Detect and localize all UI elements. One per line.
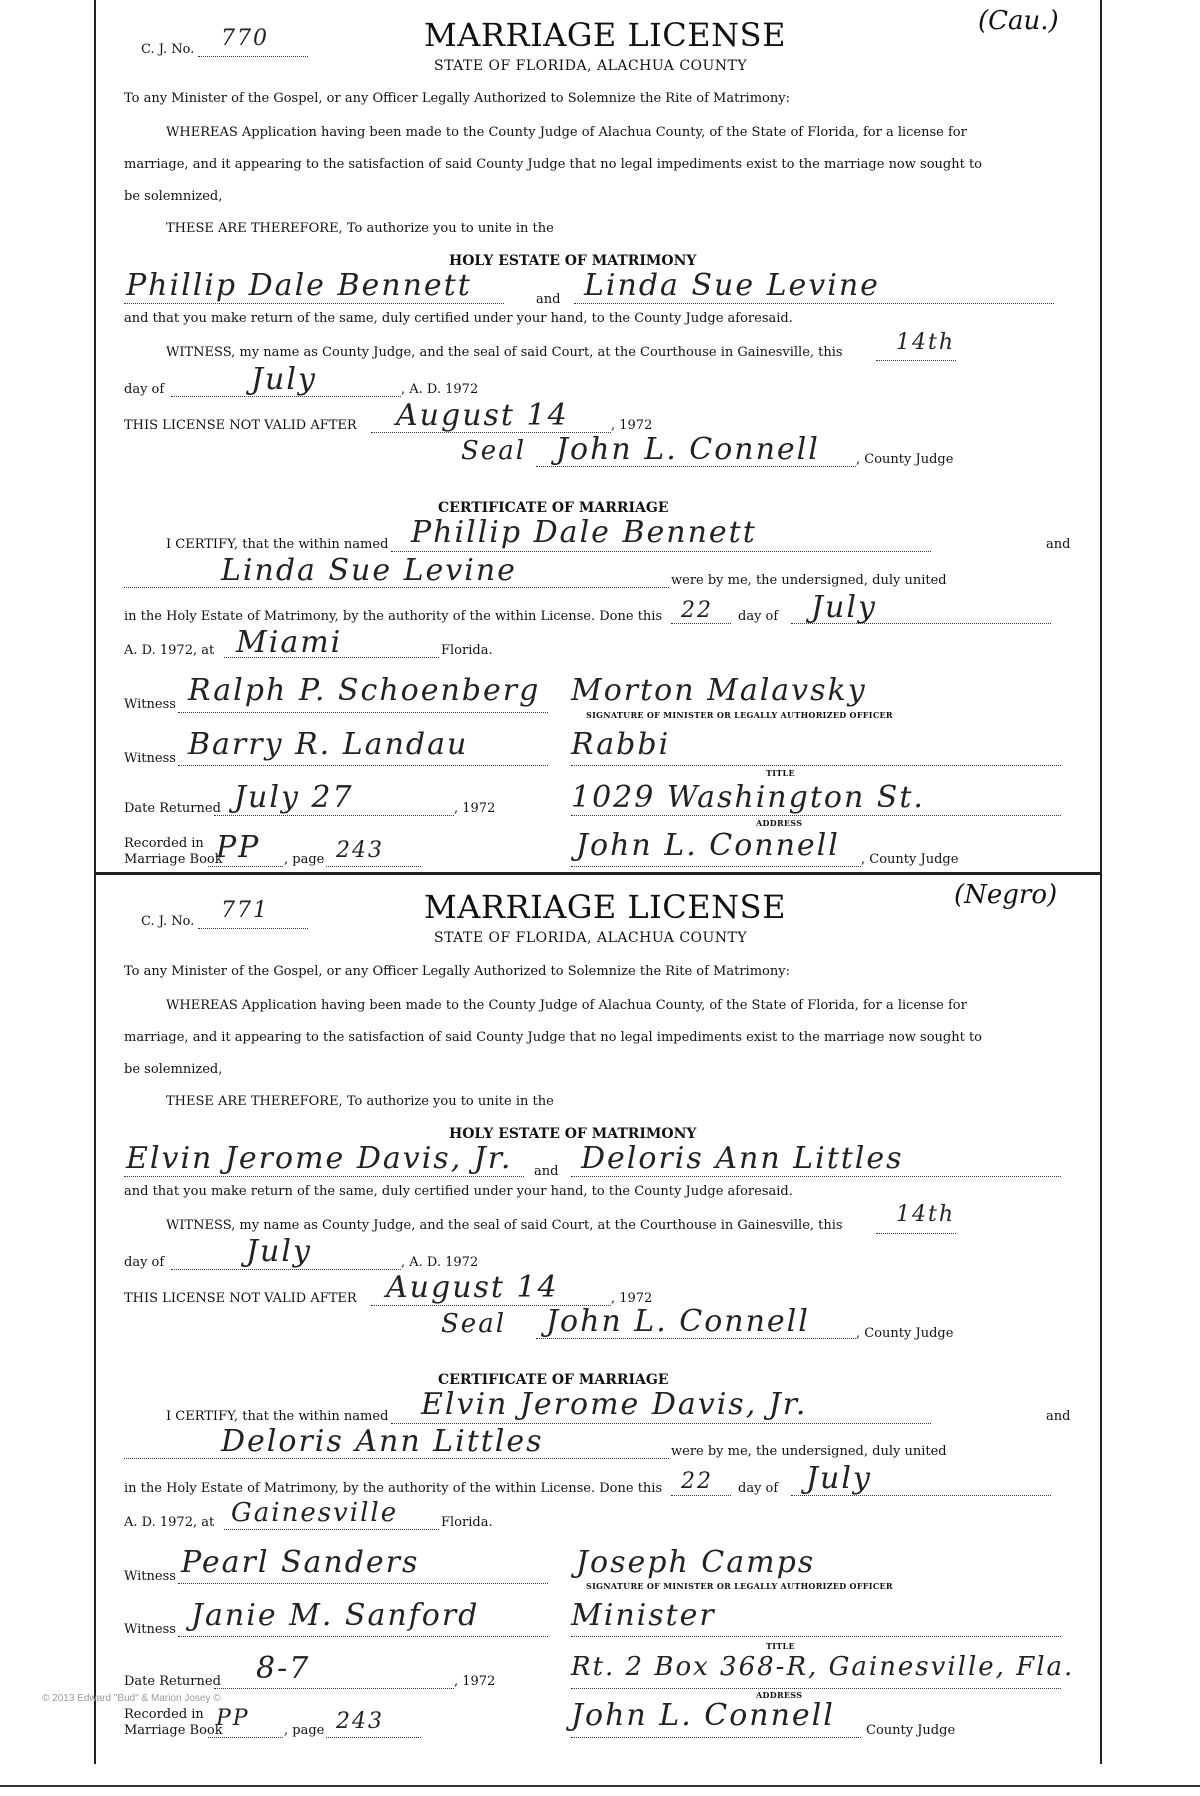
cert-month: July [811,590,877,625]
cert-day-of-label: day of [738,609,779,624]
minister-address: Rt. 2 Box 368-R, Gainesville, Fla. [571,1652,1075,1682]
witness-line: WITNESS, my name as County Judge, and the seal of said Court, at the Courthouse in Gainesville, this [166,345,843,360]
date-returned-value: 8-7 [256,1651,311,1686]
officer-title: Rabbi [571,727,671,762]
not-valid-label: THIS LICENSE NOT VALID AFTER [124,1291,357,1306]
date-returned-label: Date Returned [124,801,221,816]
license-title: MARRIAGE LICENSE [424,888,786,926]
marriage-book-value: PP [216,830,261,865]
bride-name: Deloris Ann Littles [581,1141,904,1176]
seal-mark: Seal [461,436,527,466]
witness-line: WITNESS, my name as County Judge, and the seal of said Court, at the Courthouse in Gainesville, this [166,1218,843,1233]
race-annotation: (Negro) [954,880,1058,910]
cj-number-label: C. J. No. [141,42,195,57]
florida-label: Florida. [441,643,493,658]
title-caption: TITLE [766,1641,795,1651]
marriage-place: Miami [236,625,343,660]
and-label: and [536,292,561,307]
witness-2-label: Witness [124,1622,176,1637]
county-judge-label: , County Judge [856,1326,954,1341]
license-title: MARRIAGE LICENSE [424,16,786,54]
date-returned-value: July 27 [234,780,354,815]
minister-signature: Joseph Camps [576,1545,816,1580]
copyright-watermark: © 2013 Edward "Bud" & Marion Josey © [42,1693,221,1704]
day-number: 14th [896,1202,956,1227]
holy-estate-done-line: in the Holy Estate of Matrimony, by the authority of the within License. Done this [124,609,663,624]
cert-bride-name: Linda Sue Levine [221,553,517,588]
not-valid-label: THIS LICENSE NOT VALID AFTER [124,418,357,433]
were-by-me-line: were by me, the undersigned, duly united [671,1444,947,1459]
address-line: To any Minister of the Gospel, or any Officer Legally Authorized to Solemnize the Rite of Matrimony: [124,964,790,979]
marriage-book-value: PP [216,1706,250,1731]
holy-estate-heading: HOLY ESTATE OF MATRIMONY [449,253,697,269]
minister-signature: Morton Malavsky [571,673,867,708]
cert-bride-name: Deloris Ann Littles [221,1424,544,1459]
holy-estate-heading: HOLY ESTATE OF MATRIMONY [449,1126,697,1142]
cert-groom-name: Phillip Dale Bennett [411,515,757,550]
cert-and-label: and [1046,537,1071,552]
ad-year: , A. D. 1972 [401,382,479,397]
address-line: To any Minister of the Gospel, or any Officer Legally Authorized to Solemnize the Rite of Matrimony: [124,91,790,106]
cj-number-value: 770 [221,26,269,51]
cert-day: 22 [681,598,713,623]
day-of-label: day of [124,382,165,397]
cert-groom-name: Elvin Jerome Davis, Jr. [421,1387,808,1422]
cj-number-label: C. J. No. [141,914,195,929]
marriage-place: Gainesville [231,1498,399,1528]
cert-and-label: and [1046,1409,1071,1424]
expiry-date: August 14 [386,1270,559,1305]
whereas-line-2: marriage, and it appearing to the satisfaction of said County Judge that no legal impediments exist to the marriage now sought to [124,157,982,172]
date-returned-label: Date Returned [124,1674,221,1689]
marriage-license-770 [116,0,1080,872]
page-label: , page [284,852,325,867]
certificate-heading: CERTIFICATE OF MARRIAGE [438,500,669,516]
county-judge-label: , County Judge [856,452,954,467]
ad-at-label: A. D. 1972, at [124,1515,215,1530]
cert-day: 22 [681,1469,713,1494]
expiry-year: , 1972 [611,1291,653,1306]
bride-name: Linda Sue Levine [584,268,880,303]
officer-title: Minister [571,1598,716,1633]
day-number: 14th [896,330,956,355]
whereas-line-2: marriage, and it appearing to the satisfaction of said County Judge that no legal impediments exist to the marriage now sought to [124,1030,982,1045]
certificate-heading: CERTIFICATE OF MARRIAGE [438,1372,669,1388]
expiry-date: August 14 [396,398,569,433]
returned-year: , 1972 [454,1674,496,1689]
ad-at-label: A. D. 1972, at [124,643,215,658]
florida-label: Florida. [441,1515,493,1530]
holy-estate-done-line: in the Holy Estate of Matrimony, by the authority of the within License. Done this [124,1481,663,1496]
cj-number-value: 771 [221,898,269,923]
therefore-line: THESE ARE THEREFORE, To authorize you to unite in the [166,221,554,236]
cert-day-of-label: day of [738,1481,779,1496]
title-caption: TITLE [766,768,795,778]
whereas-line-1: WHEREAS Application having been made to the County Judge of Alachua County, of the State of Florida, for a license for [166,125,967,140]
judge-signature: John L. Connell [546,1304,810,1339]
minister-address: 1029 Washington St. [571,780,925,815]
signature-caption: SIGNATURE OF MINISTER OR LEGALLY AUTHORIZED OFFICER [586,710,893,720]
whereas-line-1: WHEREAS Application having been made to the County Judge of Alachua County, of the State of Florida, for a license for [166,998,967,1013]
return-line: and that you make return of the same, duly certified under your hand, to the County Judge aforesaid. [124,1184,793,1199]
race-annotation: (Cau.) [978,6,1059,36]
recorded-in-label: Recorded in [124,836,204,851]
recorded-in-label: Recorded in [124,1707,204,1722]
therefore-line: THESE ARE THEREFORE, To authorize you to unite in the [166,1094,554,1109]
cert-month: July [806,1461,872,1496]
page-value: 243 [336,838,384,863]
certify-label: I CERTIFY, that the within named [166,1409,389,1424]
day-of-label: day of [124,1255,165,1270]
witness-1-signature: Ralph P. Schoenberg [188,673,541,708]
document-page [94,0,1102,1764]
license-divider [96,872,1100,875]
return-line: and that you make return of the same, duly certified under your hand, to the County Judge aforesaid. [124,311,793,326]
were-by-me-line: were by me, the undersigned, duly united [671,573,947,588]
license-subtitle: STATE OF FLORIDA, ALACHUA COUNTY [434,58,748,74]
seal-mark: Seal [441,1309,507,1339]
witness-1-label: Witness [124,1569,176,1584]
page-label: , page [284,1723,325,1738]
witness-1-label: Witness [124,697,176,712]
page-value: 243 [336,1709,384,1734]
witness-2-label: Witness [124,751,176,766]
returned-year: , 1972 [454,801,496,816]
judge-signature: John L. Connell [556,432,820,467]
county-judge-label-2: , County Judge [861,852,959,867]
witness-1-signature: Pearl Sanders [181,1545,420,1580]
address-caption: ADDRESS [756,1690,803,1700]
whereas-line-3: be solemnized, [124,189,223,204]
license-month: July [246,1234,312,1269]
and-label: and [534,1164,559,1179]
signature-caption: SIGNATURE OF MINISTER OR LEGALLY AUTHORIZED OFFICER [586,1581,893,1591]
address-caption: ADDRESS [756,818,803,828]
whereas-line-3: be solemnized, [124,1062,223,1077]
witness-2-signature: Janie M. Sanford [191,1598,480,1633]
license-subtitle: STATE OF FLORIDA, ALACHUA COUNTY [434,930,748,946]
groom-name: Elvin Jerome Davis, Jr. [126,1141,513,1176]
marriage-book-label: Marriage Book [124,1723,223,1738]
witness-2-signature: Barry R. Landau [188,727,469,762]
marriage-license-771 [116,878,1080,1758]
groom-name: Phillip Dale Bennett [126,268,472,303]
judge-signature-2: John L. Connell [571,1698,835,1733]
ad-year: , A. D. 1972 [401,1255,479,1270]
county-judge-label-2: County Judge [866,1723,956,1738]
marriage-book-label: Marriage Book [124,852,223,867]
judge-signature-2: John L. Connell [576,828,840,863]
certify-label: I CERTIFY, that the within named [166,537,389,552]
license-month: July [251,362,317,397]
page-bottom-rule [0,1785,1200,1787]
expiry-year: , 1972 [611,418,653,433]
